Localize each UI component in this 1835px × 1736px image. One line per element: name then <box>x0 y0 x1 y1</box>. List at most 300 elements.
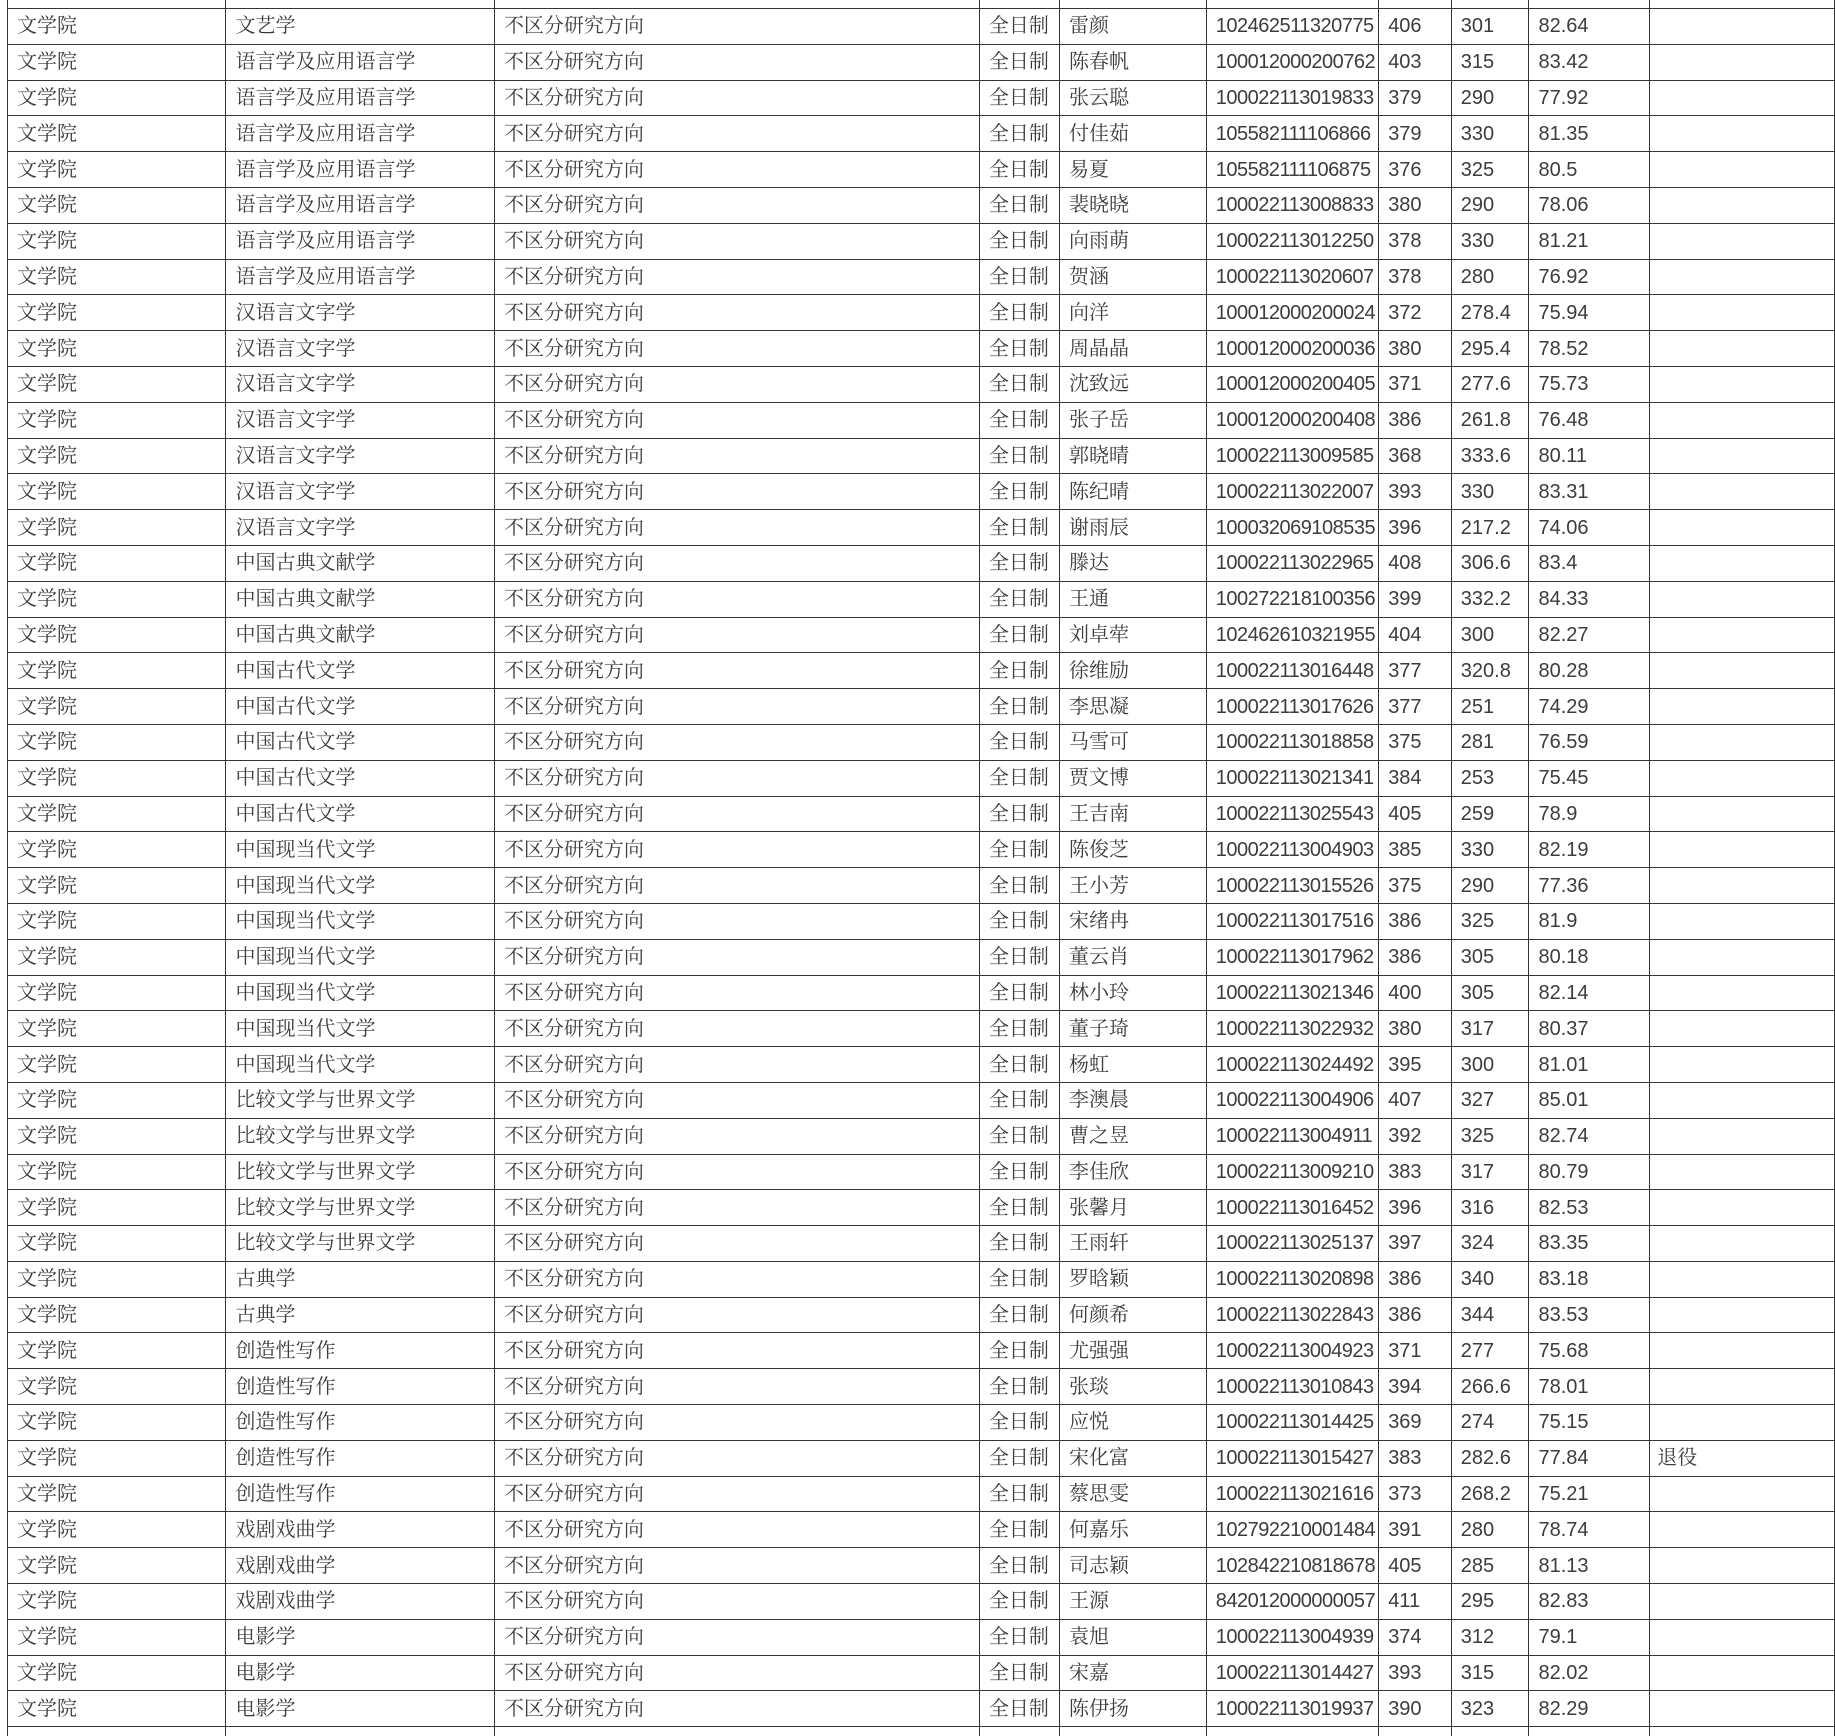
cell-study-mode: 全日制 <box>979 44 1059 80</box>
cell-weighted-score: 77.92 <box>1529 80 1650 116</box>
cell-college: 文学院 <box>8 366 226 402</box>
cell-retest-score: 300 <box>1451 617 1529 653</box>
table-row <box>8 1261 1835 1297</box>
cell-retest-score: 330 <box>1451 474 1529 510</box>
cell-research-direction: 不区分研究方向 <box>494 152 979 188</box>
cell-weighted-score: 83.31 <box>1529 474 1650 510</box>
cell-name: 刘卓荦 <box>1060 617 1207 653</box>
cell-note <box>1650 1512 1835 1548</box>
cell-major: 语言学及应用语言学 <box>226 152 494 188</box>
cell-name: 王吉南 <box>1060 796 1207 832</box>
cell-initial-score: 386 <box>1379 903 1452 939</box>
cell-retest-score: 332.2 <box>1451 581 1529 617</box>
cell-research-direction: 不区分研究方向 <box>494 1082 979 1118</box>
cell-study-mode: 全日制 <box>979 1118 1059 1154</box>
cell-research-direction: 不区分研究方向 <box>494 1226 979 1262</box>
cell-college: 文学院 <box>8 438 226 474</box>
cell-major: 电影学 <box>226 1691 494 1727</box>
cell-weighted-score: 83.4 <box>1529 545 1650 581</box>
cell-weighted-score: 74.29 <box>1529 689 1650 725</box>
cell-retest-score: 317 <box>1451 1154 1529 1190</box>
cell-note <box>1650 653 1835 689</box>
cell-note <box>1650 1691 1835 1727</box>
cell-retest-score: 266.6 <box>1451 1369 1529 1405</box>
table-row <box>8 1047 1835 1083</box>
cell-name: 向雨萌 <box>1060 223 1207 259</box>
cell-weighted-score: 75.15 <box>1529 1405 1650 1441</box>
cell-name: 付佳茹 <box>1060 116 1207 152</box>
table-row <box>8 1691 1835 1727</box>
cell-name: 何嘉乐 <box>1060 1512 1207 1548</box>
cell-college: 文学院 <box>8 760 226 796</box>
cell-candidate-id: 100022113015526 <box>1206 868 1378 904</box>
cell-weighted-score: 82.19 <box>1529 832 1650 868</box>
cell-research-direction: 不区分研究方向 <box>494 975 979 1011</box>
cell-initial-score: 396 <box>1379 1190 1452 1226</box>
table-row <box>8 223 1835 259</box>
cell-college: 文学院 <box>8 939 226 975</box>
cell-initial-score: 374 <box>1379 1619 1452 1655</box>
cell-note <box>1650 331 1835 367</box>
cell-weighted-score: 83.42 <box>1529 44 1650 80</box>
cell-name: 张云聪 <box>1060 80 1207 116</box>
table-row-partial-top <box>8 0 1835 9</box>
cell-research-direction: 不区分研究方向 <box>494 223 979 259</box>
cell-empty <box>979 1727 1059 1736</box>
cell-study-mode: 全日制 <box>979 1476 1059 1512</box>
cell-initial-score: 375 <box>1379 724 1452 760</box>
cell-weighted-score: 75.73 <box>1529 366 1650 402</box>
cell-major: 比较文学与世界文学 <box>226 1154 494 1190</box>
cell-name: 陈伊扬 <box>1060 1691 1207 1727</box>
cell-major: 中国古代文学 <box>226 796 494 832</box>
cell-college: 文学院 <box>8 295 226 331</box>
cell-initial-score: 371 <box>1379 366 1452 402</box>
cell-research-direction: 不区分研究方向 <box>494 1154 979 1190</box>
cell-major: 中国现当代文学 <box>226 903 494 939</box>
cell-research-direction: 不区分研究方向 <box>494 545 979 581</box>
cell-name: 宋绪冉 <box>1060 903 1207 939</box>
cell-candidate-id: 102842210818678 <box>1206 1548 1378 1584</box>
cell-college: 文学院 <box>8 1297 226 1333</box>
cell-candidate-id: 100022113009210 <box>1206 1154 1378 1190</box>
cell-study-mode: 全日制 <box>979 438 1059 474</box>
table-row <box>8 1619 1835 1655</box>
cell-empty <box>1060 0 1207 9</box>
cell-note <box>1650 223 1835 259</box>
table-row <box>8 1440 1835 1476</box>
cell-study-mode: 全日制 <box>979 939 1059 975</box>
cell-candidate-id: 100022113021341 <box>1206 760 1378 796</box>
table-row <box>8 295 1835 331</box>
cell-study-mode: 全日制 <box>979 116 1059 152</box>
cell-college: 文学院 <box>8 617 226 653</box>
cell-empty <box>1060 1727 1207 1736</box>
cell-empty <box>1379 0 1452 9</box>
cell-initial-score: 405 <box>1379 796 1452 832</box>
cell-study-mode: 全日制 <box>979 1047 1059 1083</box>
table-row <box>8 581 1835 617</box>
cell-retest-score: 217.2 <box>1451 510 1529 546</box>
cell-candidate-id: 100022113021346 <box>1206 975 1378 1011</box>
cell-study-mode: 全日制 <box>979 1655 1059 1691</box>
table-row <box>8 1190 1835 1226</box>
cell-college: 文学院 <box>8 1190 226 1226</box>
cell-initial-score: 375 <box>1379 868 1452 904</box>
cell-retest-score: 285 <box>1451 1548 1529 1584</box>
cell-name: 曹之昱 <box>1060 1118 1207 1154</box>
cell-study-mode: 全日制 <box>979 1405 1059 1441</box>
cell-major: 中国现当代文学 <box>226 1047 494 1083</box>
cell-name: 裴晓晓 <box>1060 187 1207 223</box>
cell-research-direction: 不区分研究方向 <box>494 474 979 510</box>
cell-initial-score: 392 <box>1379 1118 1452 1154</box>
cell-college: 文学院 <box>8 1226 226 1262</box>
cell-name: 司志颖 <box>1060 1548 1207 1584</box>
cell-candidate-id: 102462610321955 <box>1206 617 1378 653</box>
cell-initial-score: 384 <box>1379 760 1452 796</box>
cell-college: 文学院 <box>8 1047 226 1083</box>
cell-name: 宋化富 <box>1060 1440 1207 1476</box>
cell-retest-score: 261.8 <box>1451 402 1529 438</box>
cell-weighted-score: 81.35 <box>1529 116 1650 152</box>
cell-retest-score: 306.6 <box>1451 545 1529 581</box>
cell-weighted-score: 75.68 <box>1529 1333 1650 1369</box>
cell-note <box>1650 1011 1835 1047</box>
cell-retest-score: 280 <box>1451 259 1529 295</box>
cell-major: 汉语言文字学 <box>226 510 494 546</box>
cell-retest-score: 344 <box>1451 1297 1529 1333</box>
cell-research-direction: 不区分研究方向 <box>494 760 979 796</box>
cell-weighted-score: 78.01 <box>1529 1369 1650 1405</box>
table-row <box>8 474 1835 510</box>
cell-initial-score: 386 <box>1379 939 1452 975</box>
cell-college: 文学院 <box>8 44 226 80</box>
cell-retest-score: 280 <box>1451 1512 1529 1548</box>
cell-candidate-id: 100022113015427 <box>1206 1440 1378 1476</box>
cell-name: 董云肖 <box>1060 939 1207 975</box>
cell-candidate-id: 100022113022965 <box>1206 545 1378 581</box>
cell-study-mode: 全日制 <box>979 617 1059 653</box>
cell-weighted-score: 81.9 <box>1529 903 1650 939</box>
cell-retest-score: 330 <box>1451 223 1529 259</box>
cell-initial-score: 386 <box>1379 1297 1452 1333</box>
table-row <box>8 366 1835 402</box>
cell-college: 文学院 <box>8 1619 226 1655</box>
cell-study-mode: 全日制 <box>979 1082 1059 1118</box>
cell-initial-score: 408 <box>1379 545 1452 581</box>
cell-weighted-score: 82.83 <box>1529 1584 1650 1620</box>
cell-college: 文学院 <box>8 1548 226 1584</box>
cell-retest-score: 277 <box>1451 1333 1529 1369</box>
cell-major: 汉语言文字学 <box>226 331 494 367</box>
cell-note <box>1650 1619 1835 1655</box>
cell-candidate-id: 100012000200762 <box>1206 44 1378 80</box>
cell-study-mode: 全日制 <box>979 259 1059 295</box>
cell-major: 语言学及应用语言学 <box>226 259 494 295</box>
cell-candidate-id: 100022113010843 <box>1206 1369 1378 1405</box>
cell-college: 文学院 <box>8 116 226 152</box>
cell-initial-score: 391 <box>1379 1512 1452 1548</box>
cell-initial-score: 371 <box>1379 1333 1452 1369</box>
cell-name: 陈纪晴 <box>1060 474 1207 510</box>
cell-study-mode: 全日制 <box>979 9 1059 45</box>
cell-candidate-id: 100022113025137 <box>1206 1226 1378 1262</box>
cell-initial-score: 379 <box>1379 80 1452 116</box>
cell-candidate-id: 100032069108535 <box>1206 510 1378 546</box>
cell-research-direction: 不区分研究方向 <box>494 1476 979 1512</box>
cell-name: 谢雨辰 <box>1060 510 1207 546</box>
cell-candidate-id: 100012000200408 <box>1206 402 1378 438</box>
cell-name: 马雪可 <box>1060 724 1207 760</box>
cell-initial-score: 369 <box>1379 1405 1452 1441</box>
cell-weighted-score: 82.29 <box>1529 1691 1650 1727</box>
cell-major: 古典学 <box>226 1297 494 1333</box>
cell-college: 文学院 <box>8 1691 226 1727</box>
table-row <box>8 1011 1835 1047</box>
cell-college: 文学院 <box>8 975 226 1011</box>
clipped-row-top <box>8 0 1835 9</box>
cell-major: 中国古代文学 <box>226 653 494 689</box>
cell-retest-score: 282.6 <box>1451 1440 1529 1476</box>
cell-note <box>1650 366 1835 402</box>
table-row <box>8 9 1835 45</box>
cell-retest-score: 290 <box>1451 80 1529 116</box>
cell-candidate-id: 100022113004903 <box>1206 832 1378 868</box>
table-row <box>8 1333 1835 1369</box>
cell-initial-score: 411 <box>1379 1584 1452 1620</box>
cell-empty <box>979 0 1059 9</box>
cell-retest-score: 251 <box>1451 689 1529 725</box>
cell-weighted-score: 83.35 <box>1529 1226 1650 1262</box>
cell-study-mode: 全日制 <box>979 903 1059 939</box>
cell-initial-score: 383 <box>1379 1440 1452 1476</box>
cell-college: 文学院 <box>8 331 226 367</box>
cell-candidate-id: 100022113019833 <box>1206 80 1378 116</box>
cell-candidate-id: 105582111106875 <box>1206 152 1378 188</box>
cell-name: 陈春帆 <box>1060 44 1207 80</box>
cell-study-mode: 全日制 <box>979 295 1059 331</box>
cell-study-mode: 全日制 <box>979 1369 1059 1405</box>
cell-name: 尤强强 <box>1060 1333 1207 1369</box>
cell-study-mode: 全日制 <box>979 581 1059 617</box>
cell-research-direction: 不区分研究方向 <box>494 1584 979 1620</box>
cell-college: 文学院 <box>8 1118 226 1154</box>
cell-research-direction: 不区分研究方向 <box>494 1297 979 1333</box>
cell-study-mode: 全日制 <box>979 653 1059 689</box>
cell-name: 陈俊芝 <box>1060 832 1207 868</box>
admission-table-body <box>8 9 1835 1727</box>
cell-weighted-score: 82.64 <box>1529 9 1650 45</box>
cell-major: 比较文学与世界文学 <box>226 1118 494 1154</box>
cell-major: 戏剧戏曲学 <box>226 1584 494 1620</box>
cell-initial-score: 377 <box>1379 689 1452 725</box>
cell-research-direction: 不区分研究方向 <box>494 1619 979 1655</box>
cell-candidate-id: 100022113018858 <box>1206 724 1378 760</box>
cell-college: 文学院 <box>8 80 226 116</box>
cell-research-direction: 不区分研究方向 <box>494 1405 979 1441</box>
cell-college: 文学院 <box>8 152 226 188</box>
clipped-row-bottom <box>8 1727 1835 1736</box>
cell-college: 文学院 <box>8 1082 226 1118</box>
cell-retest-score: 325 <box>1451 903 1529 939</box>
cell-major: 中国现当代文学 <box>226 1011 494 1047</box>
cell-research-direction: 不区分研究方向 <box>494 1118 979 1154</box>
cell-note <box>1650 402 1835 438</box>
cell-name: 贾文博 <box>1060 760 1207 796</box>
cell-major: 戏剧戏曲学 <box>226 1548 494 1584</box>
cell-initial-score: 404 <box>1379 617 1452 653</box>
cell-weighted-score: 80.11 <box>1529 438 1650 474</box>
table-row <box>8 796 1835 832</box>
cell-note: 退役 <box>1650 1440 1835 1476</box>
cell-weighted-score: 77.36 <box>1529 868 1650 904</box>
cell-candidate-id: 100022113016452 <box>1206 1190 1378 1226</box>
cell-retest-score: 274 <box>1451 1405 1529 1441</box>
cell-empty <box>1650 0 1835 9</box>
table-row <box>8 438 1835 474</box>
cell-note <box>1650 1476 1835 1512</box>
cell-note <box>1650 975 1835 1011</box>
cell-college: 文学院 <box>8 1584 226 1620</box>
cell-major: 语言学及应用语言学 <box>226 80 494 116</box>
cell-initial-score: 372 <box>1379 295 1452 331</box>
cell-major: 语言学及应用语言学 <box>226 116 494 152</box>
cell-weighted-score: 80.5 <box>1529 152 1650 188</box>
cell-initial-score: 406 <box>1379 9 1452 45</box>
cell-initial-score: 403 <box>1379 44 1452 80</box>
cell-college: 文学院 <box>8 689 226 725</box>
cell-initial-score: 376 <box>1379 152 1452 188</box>
cell-weighted-score: 85.01 <box>1529 1082 1650 1118</box>
table-row <box>8 1584 1835 1620</box>
cell-initial-score: 396 <box>1379 510 1452 546</box>
cell-study-mode: 全日制 <box>979 760 1059 796</box>
cell-note <box>1650 44 1835 80</box>
table-row <box>8 1118 1835 1154</box>
cell-initial-score: 373 <box>1379 1476 1452 1512</box>
cell-empty <box>226 0 494 9</box>
cell-major: 语言学及应用语言学 <box>226 44 494 80</box>
cell-study-mode: 全日制 <box>979 975 1059 1011</box>
cell-candidate-id: 100022113008833 <box>1206 187 1378 223</box>
cell-weighted-score: 81.21 <box>1529 223 1650 259</box>
cell-research-direction: 不区分研究方向 <box>494 187 979 223</box>
cell-candidate-id: 100022113019937 <box>1206 1691 1378 1727</box>
cell-name: 应悦 <box>1060 1405 1207 1441</box>
cell-note <box>1650 152 1835 188</box>
cell-college: 文学院 <box>8 402 226 438</box>
cell-name: 张琰 <box>1060 1369 1207 1405</box>
cell-retest-score: 290 <box>1451 187 1529 223</box>
cell-research-direction: 不区分研究方向 <box>494 832 979 868</box>
cell-name: 周晶晶 <box>1060 331 1207 367</box>
cell-weighted-score: 82.14 <box>1529 975 1650 1011</box>
cell-research-direction: 不区分研究方向 <box>494 366 979 402</box>
cell-retest-score: 324 <box>1451 1226 1529 1262</box>
cell-research-direction: 不区分研究方向 <box>494 1512 979 1548</box>
cell-major: 创造性写作 <box>226 1369 494 1405</box>
cell-name: 沈致远 <box>1060 366 1207 402</box>
cell-research-direction: 不区分研究方向 <box>494 44 979 80</box>
cell-major: 中国现当代文学 <box>226 868 494 904</box>
table-row <box>8 1082 1835 1118</box>
cell-study-mode: 全日制 <box>979 1440 1059 1476</box>
cell-study-mode: 全日制 <box>979 1584 1059 1620</box>
cell-candidate-id: 100022113004923 <box>1206 1333 1378 1369</box>
cell-initial-score: 393 <box>1379 1655 1452 1691</box>
cell-research-direction: 不区分研究方向 <box>494 1190 979 1226</box>
cell-major: 语言学及应用语言学 <box>226 187 494 223</box>
cell-research-direction: 不区分研究方向 <box>494 724 979 760</box>
cell-college: 文学院 <box>8 1476 226 1512</box>
table-row <box>8 545 1835 581</box>
cell-retest-score: 301 <box>1451 9 1529 45</box>
table-row <box>8 1226 1835 1262</box>
cell-note <box>1650 295 1835 331</box>
cell-note <box>1650 80 1835 116</box>
cell-study-mode: 全日制 <box>979 832 1059 868</box>
cell-research-direction: 不区分研究方向 <box>494 939 979 975</box>
cell-retest-score: 290 <box>1451 868 1529 904</box>
cell-note <box>1650 438 1835 474</box>
cell-candidate-id: 100022113009585 <box>1206 438 1378 474</box>
cell-retest-score: 278.4 <box>1451 295 1529 331</box>
cell-study-mode: 全日制 <box>979 1011 1059 1047</box>
cell-weighted-score: 78.74 <box>1529 1512 1650 1548</box>
cell-weighted-score: 80.37 <box>1529 1011 1650 1047</box>
cell-initial-score: 368 <box>1379 438 1452 474</box>
cell-weighted-score: 82.27 <box>1529 617 1650 653</box>
cell-college: 文学院 <box>8 903 226 939</box>
graduate-admission-table <box>7 0 1835 1736</box>
cell-major: 中国古典文献学 <box>226 545 494 581</box>
cell-note <box>1650 617 1835 653</box>
cell-candidate-id: 100022113012250 <box>1206 223 1378 259</box>
cell-initial-score: 378 <box>1379 223 1452 259</box>
cell-major: 中国现当代文学 <box>226 975 494 1011</box>
cell-name: 袁旭 <box>1060 1619 1207 1655</box>
table-row <box>8 402 1835 438</box>
cell-note <box>1650 545 1835 581</box>
cell-research-direction: 不区分研究方向 <box>494 438 979 474</box>
cell-note <box>1650 1118 1835 1154</box>
cell-weighted-score: 82.74 <box>1529 1118 1650 1154</box>
cell-study-mode: 全日制 <box>979 510 1059 546</box>
table-row <box>8 975 1835 1011</box>
cell-note <box>1650 1154 1835 1190</box>
cell-empty <box>1451 0 1529 9</box>
table-row <box>8 1512 1835 1548</box>
cell-research-direction: 不区分研究方向 <box>494 295 979 331</box>
cell-candidate-id: 100022113020607 <box>1206 259 1378 295</box>
cell-study-mode: 全日制 <box>979 331 1059 367</box>
cell-weighted-score: 81.01 <box>1529 1047 1650 1083</box>
cell-retest-score: 268.2 <box>1451 1476 1529 1512</box>
table-row <box>8 1655 1835 1691</box>
cell-candidate-id: 100022113025543 <box>1206 796 1378 832</box>
table-row <box>8 510 1835 546</box>
table-row <box>8 653 1835 689</box>
cell-research-direction: 不区分研究方向 <box>494 259 979 295</box>
cell-research-direction: 不区分研究方向 <box>494 402 979 438</box>
cell-initial-score: 378 <box>1379 259 1452 295</box>
cell-weighted-score: 75.21 <box>1529 1476 1650 1512</box>
cell-retest-score: 323 <box>1451 1691 1529 1727</box>
cell-major: 汉语言文字学 <box>226 366 494 402</box>
table-row <box>8 939 1835 975</box>
cell-candidate-id: 100022113017962 <box>1206 939 1378 975</box>
